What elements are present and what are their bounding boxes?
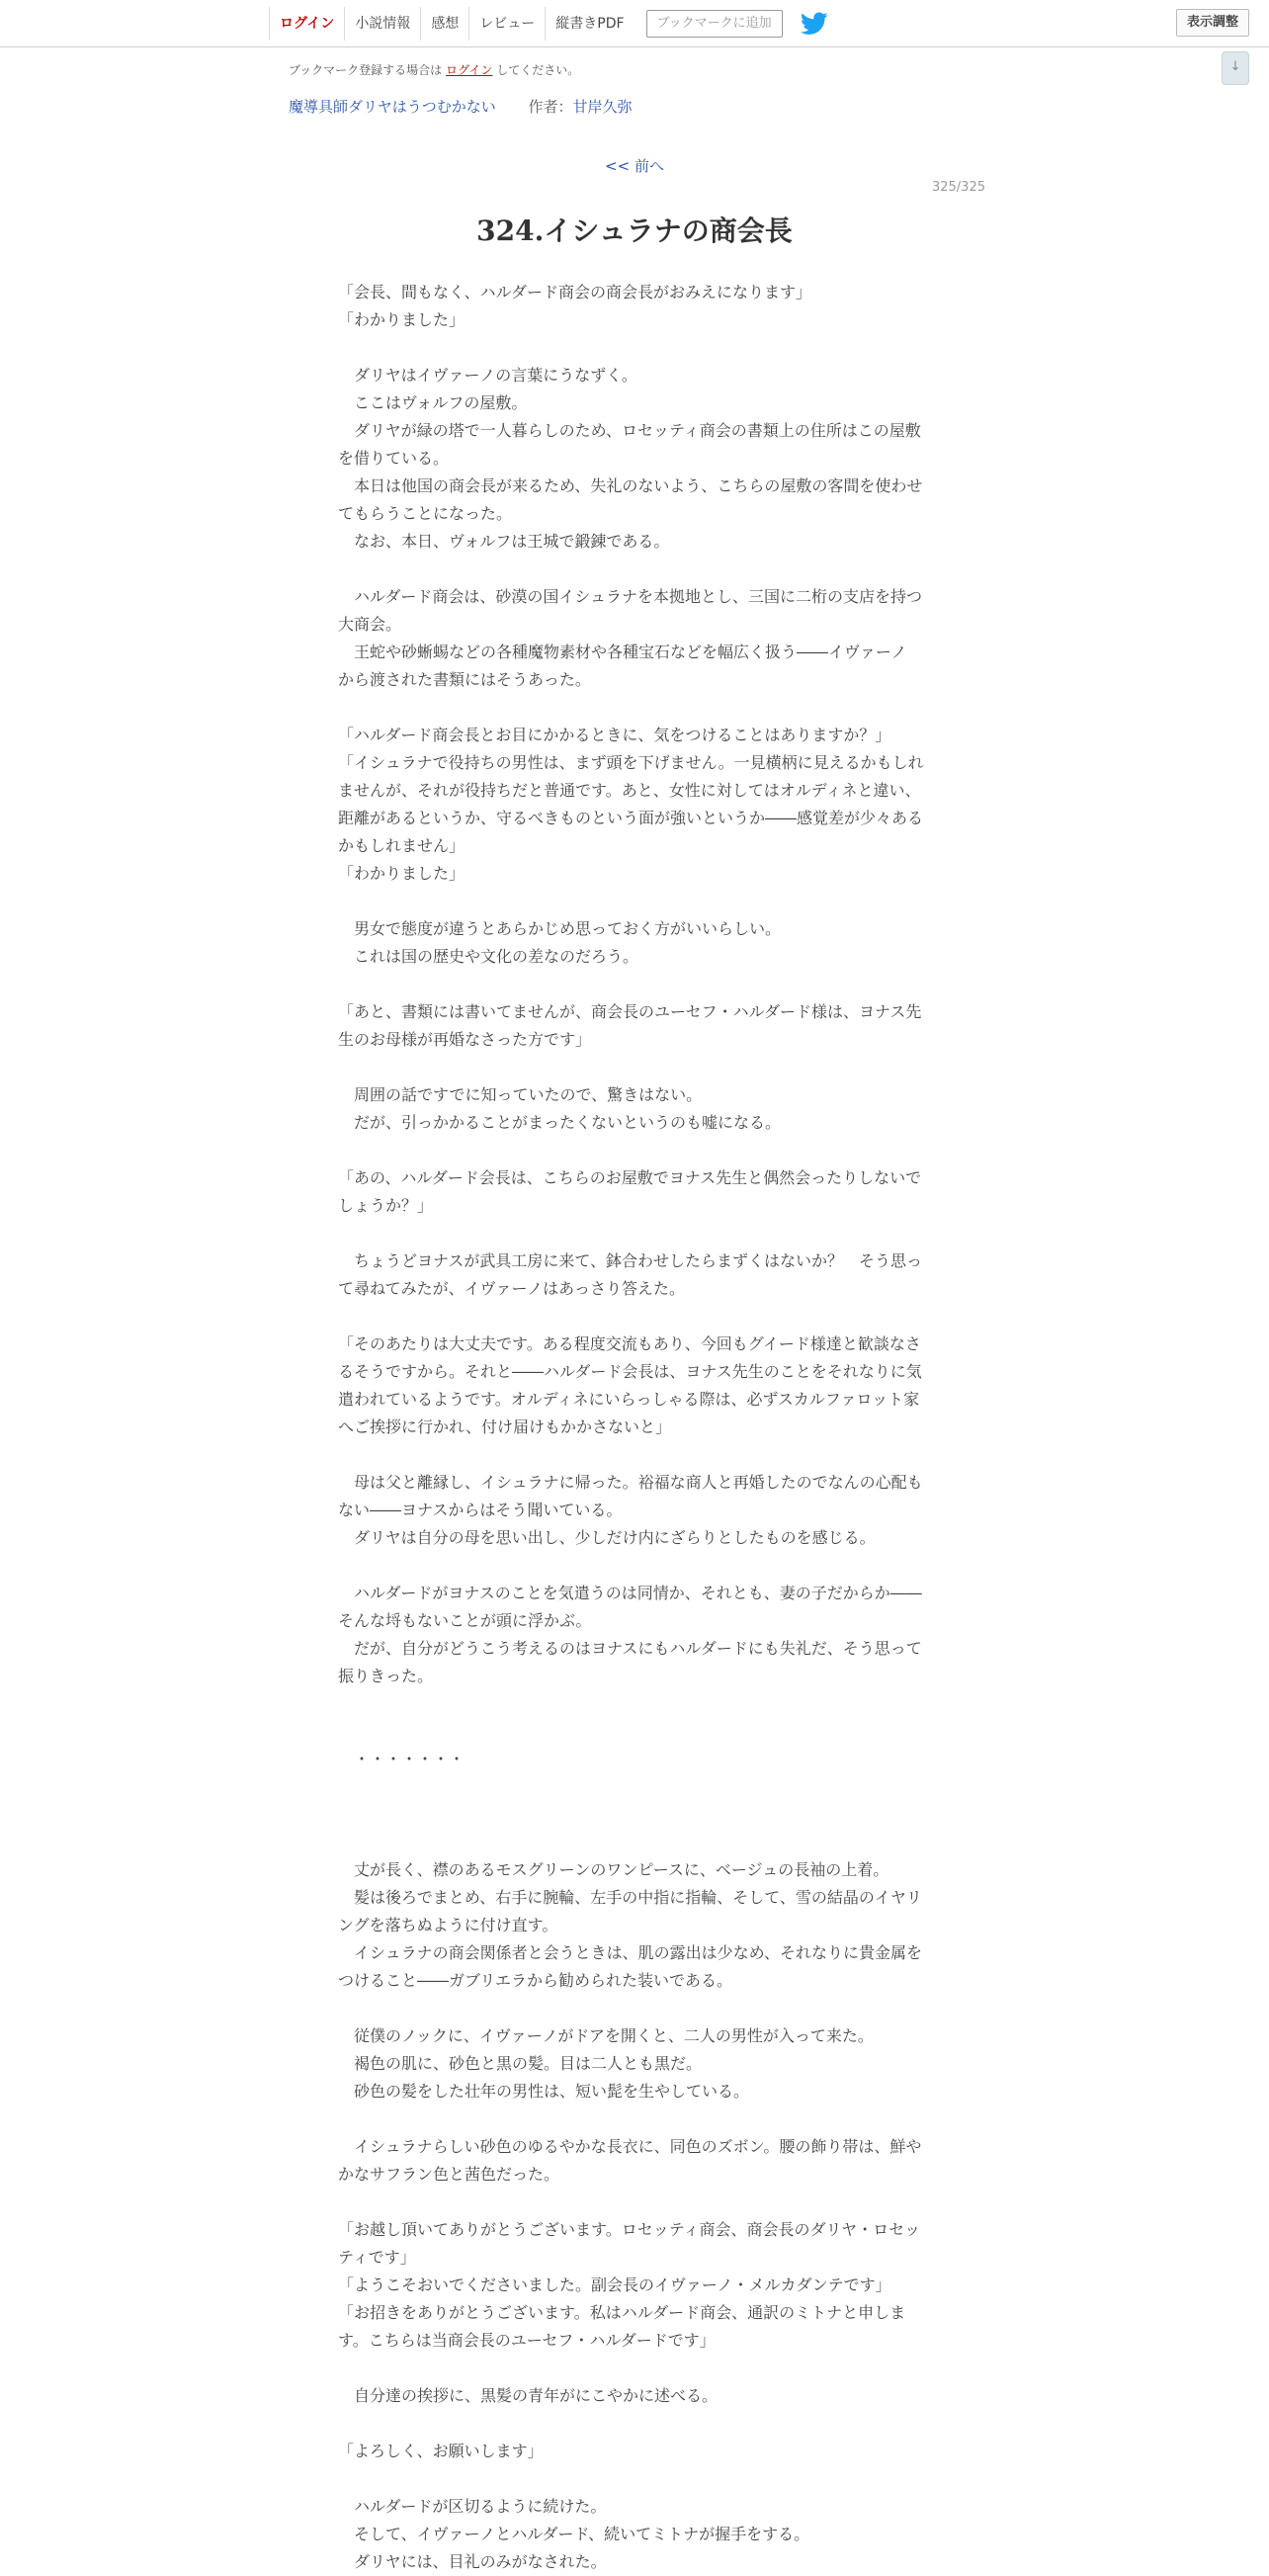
bookmark-note-text: ブックマーク登録する場合は [289, 63, 443, 77]
body-text-line: 自分達の挨拶に、黒髪の青年がにこやかに述べる。 [338, 2386, 719, 2405]
body-text-line [338, 1220, 931, 1247]
body-text-line: ティです」 [338, 2248, 416, 2267]
body-text-line: 「わかりました」 [338, 310, 465, 329]
body-text-line: を借りている。 [338, 449, 450, 468]
body-text-line: ダリヤはイヴァーノの言葉にうなずく。 [338, 366, 637, 385]
body-text-line: 丈が長く、襟のあるモスグリーンのワンピースに、ベージュの長袖の上着。 [338, 1860, 889, 1879]
bookmark-note-login-link[interactable]: ログイン [446, 63, 493, 77]
body-text-line: かなサフラン色と茜色だった。 [338, 2165, 560, 2184]
nav-menu [269, 6, 828, 42]
body-text-line: 「ようこそおいでくださいました。副会長のイヴァーノ・メルカダンテです」 [338, 2275, 891, 2294]
body-text-line: 「よろしく、お願いします」 [338, 2442, 544, 2460]
body-text-line: イシュラナらしい砂色のゆるやかな長衣に、同色のズボン。腰の飾り帯は、鮮や [338, 2137, 922, 2156]
body-text-line: 「あの、ハルダード会長は、こちらのお屋敷でヨナス先生と偶然会ったりしないで [338, 1168, 922, 1187]
body-text-line: だが、自分がどうこう考えるのはヨナスにもハルダードにも失礼だ、そう思って [338, 1639, 922, 1658]
body-text-line: 髪は後ろでまとめ、右手に腕輪、左手の中指に指輪、そして、雪の結晶のイヤリ [338, 1888, 922, 1907]
body-text-line: ハルダード商会は、砂漠の国イシュラナを本拠地とし、三国に二桁の支店を持つ [338, 587, 923, 606]
body-text-line: 生のお母様が再婚なさった方です」 [338, 1030, 592, 1049]
body-text-line [338, 2465, 931, 2493]
body-text-line: ここはヴォルフの屋敷。 [338, 393, 528, 412]
body-text-line: ない――ヨナスからはそう聞いている。 [338, 1501, 623, 1519]
previous-chapter-link-text[interactable]: << 前へ [605, 157, 664, 175]
body-text-line [338, 1441, 931, 1469]
body-text-line: 「会長、間もなく、ハルダード商会の商会長がおみえになります」 [338, 283, 812, 301]
body-text-line [338, 1303, 931, 1331]
chapter-counter: 325/325 [931, 180, 985, 195]
body-text-line [338, 694, 931, 722]
body-text-line: てもらうことになった。 [338, 504, 513, 523]
body-text-line: 「お招きをありがとうございます。私はハルダード商会、通訳のミトナと申しま [338, 2303, 906, 2322]
body-text-line: 大商会。 [338, 615, 402, 634]
body-text-line: 王蛇や砂蜥蜴などの各種魔物素材や各種宝石などを幅広く扱う――イヴァーノ [338, 643, 907, 661]
body-text-line [338, 1773, 931, 1801]
body-text-line [338, 1137, 931, 1164]
body-text-line: す。こちらは当商会長のユーセフ・ハルダードです」 [338, 2331, 716, 2350]
add-bookmark-button[interactable]: ブックマークに追加 [646, 10, 783, 38]
nav-impressions-link[interactable]: 感想 [420, 7, 468, 41]
nav-review-link[interactable]: レビュー [468, 7, 545, 41]
body-text-line: 本日は他国の商会長が来るため、失礼のないよう、こちらの屋敷の客間を使わせ [338, 476, 923, 495]
body-text-line: 距離があるというか、守るべきものという面が強いというか――感覚差が少々ある [338, 809, 924, 827]
body-text-line: 「イシュラナで役持ちの男性は、まず頭を下げません。一見横柄に見えるかもしれ [338, 753, 924, 772]
body-text-line [338, 1718, 931, 1746]
author-label: 作者： [528, 98, 573, 116]
body-text-line: ダリヤには、目礼のみがなされた。 [338, 2552, 607, 2571]
body-text-line: るそうですから。それと――ハルダード会長は、ヨナス先生のことをそれなりに気 [338, 1362, 922, 1381]
body-text-line: て尋ねてみたが、イヴァーノはあっさり答えた。 [338, 1279, 685, 1298]
body-text-line: ハルダードがヨナスのことを気遣うのは同情か、それとも、妻の子だからか―― [338, 1584, 922, 1602]
body-text-line: かもしれません」 [338, 836, 465, 855]
body-text-line: 遣われているようです。オルディネにいらっしゃる際は、必ずスカルファロット家 [338, 1390, 920, 1409]
body-text-line: 周囲の話ですでに知っていたので、驚きはない。 [338, 1085, 703, 1104]
body-text-line [338, 2410, 931, 2438]
bookmark-note-text-end: してください。 [496, 63, 580, 77]
previous-chapter-link [0, 155, 1269, 176]
body-text-line: 振りきった。 [338, 1667, 434, 1685]
body-text-line [338, 888, 931, 915]
body-text-line [338, 1054, 931, 1081]
body-text-line: 従僕のノックに、イヴァーノがドアを開くと、二人の男性が入って来た。 [338, 2026, 874, 2045]
body-text-line: イシュラナの商会関係者と会うときは、肌の露出は少なめ、それなりに貴金属を [338, 1943, 923, 1962]
body-text-line [338, 1995, 931, 2022]
body-text-line: ダリヤが緑の塔で一人暮らしのため、ロセッティ商会の書類上の住所はこの屋敷 [338, 421, 921, 440]
body-text-line: これは国の歴史や文化の差なのだろう。 [338, 947, 639, 966]
series-info [289, 96, 633, 117]
body-text-line: そして、イヴァーノとハルダード、続いてミトナが握手をする。 [338, 2525, 810, 2543]
nav-vertical-pdf-link[interactable]: 縦書きPDF [545, 7, 634, 41]
scroll-down-button[interactable]: ↓ [1222, 51, 1249, 85]
body-text-line: なお、本日、ヴォルフは王城で鍛錬である。 [338, 532, 670, 551]
body-text-line [338, 1552, 931, 1580]
body-text-line: へご挨拶に行かれ、付け届けもかかさないと」 [338, 1417, 671, 1436]
body-text-line [338, 2189, 931, 2216]
nav-novel-info-link[interactable]: 小説情報 [344, 7, 420, 41]
body-text-line: ハルダードが区切るように続けた。 [338, 2497, 607, 2516]
body-text-line [338, 556, 931, 583]
bookmark-login-note [289, 61, 579, 78]
body-text-line: つけること――ガブリエラから勧められた装いである。 [338, 1971, 733, 1990]
body-text-line [338, 2355, 931, 2382]
body-text-line [338, 971, 931, 998]
body-text-line [338, 1829, 931, 1856]
body-text-line [338, 1801, 931, 1829]
body-text-line: そんな埒もないことが頭に浮かぶ。 [338, 1611, 592, 1630]
twitter-bird-icon[interactable] [801, 12, 828, 36]
body-text-line: 褐色の肌に、砂色と黒の髪。目は二人とも黒だ。 [338, 2054, 703, 2073]
series-title-link[interactable]: 魔導具師ダリヤはうつむかない [289, 98, 496, 116]
novel-body [338, 279, 931, 2576]
author-name-link[interactable]: 甘岸久弥 [572, 98, 633, 116]
body-text-line: 母は父と離縁し、イシュラナに帰った。裕福な商人と再婚したのでなんの心配も [338, 1473, 923, 1492]
body-text-line: ・・・・・・・ [338, 1750, 465, 1768]
body-text-line: 「あと、書類には書いてませんが、商会長のユーセフ・ハルダード様は、ヨナス先 [338, 1002, 922, 1021]
body-text-line: 「お越し頂いてありがとうございます。ロセッティ商会、商会長のダリヤ・ロセッ [338, 2220, 921, 2239]
body-text-line: から渡された書類にはそうあった。 [338, 670, 591, 689]
body-text-line: ングを落ちぬように付け直す。 [338, 1916, 558, 1934]
display-adjust-button[interactable]: 表示調整 [1176, 9, 1249, 37]
body-text-line: 「ハルダード商会長とお目にかかるときに、気をつけることはありますか？」 [338, 726, 891, 744]
body-text-line: 「わかりました」 [338, 864, 465, 883]
top-navigation-bar [0, 0, 1269, 47]
body-text-line: 砂色の髪をした壮年の男性は、短い髭を生やしている。 [338, 2082, 750, 2101]
body-text-line: 男女で態度が違うとあらかじめ思っておく方がいいらしい。 [338, 919, 782, 938]
body-text-line: ちょうどヨナスが武具工房に来て、鉢合わせしたらまずくはないか？ そう思っ [338, 1251, 923, 1270]
body-text-line: ませんが、それが役持ちだと普通です。あと、女性に対してはオルディネと違い、 [338, 781, 921, 800]
body-text-line: しょうか？」 [338, 1196, 434, 1215]
body-text-line [338, 1690, 931, 1718]
body-text-line [338, 2105, 931, 2133]
body-text-line: 「そのあたりは大丈夫です。ある程度交流もあり、今回もグイード様達と歓談なさ [338, 1334, 921, 1353]
body-text-line [338, 334, 931, 362]
body-text-line: だが、引っかかることがまったくないというのも嘘になる。 [338, 1113, 782, 1132]
body-text-line: ダリヤは自分の母を思い出し、少しだけ内にざらりとしたものを感じる。 [338, 1528, 876, 1547]
chapter-title: 324.イシュラナの商会長 [476, 215, 793, 247]
nav-login-link[interactable]: ログイン [269, 7, 344, 41]
